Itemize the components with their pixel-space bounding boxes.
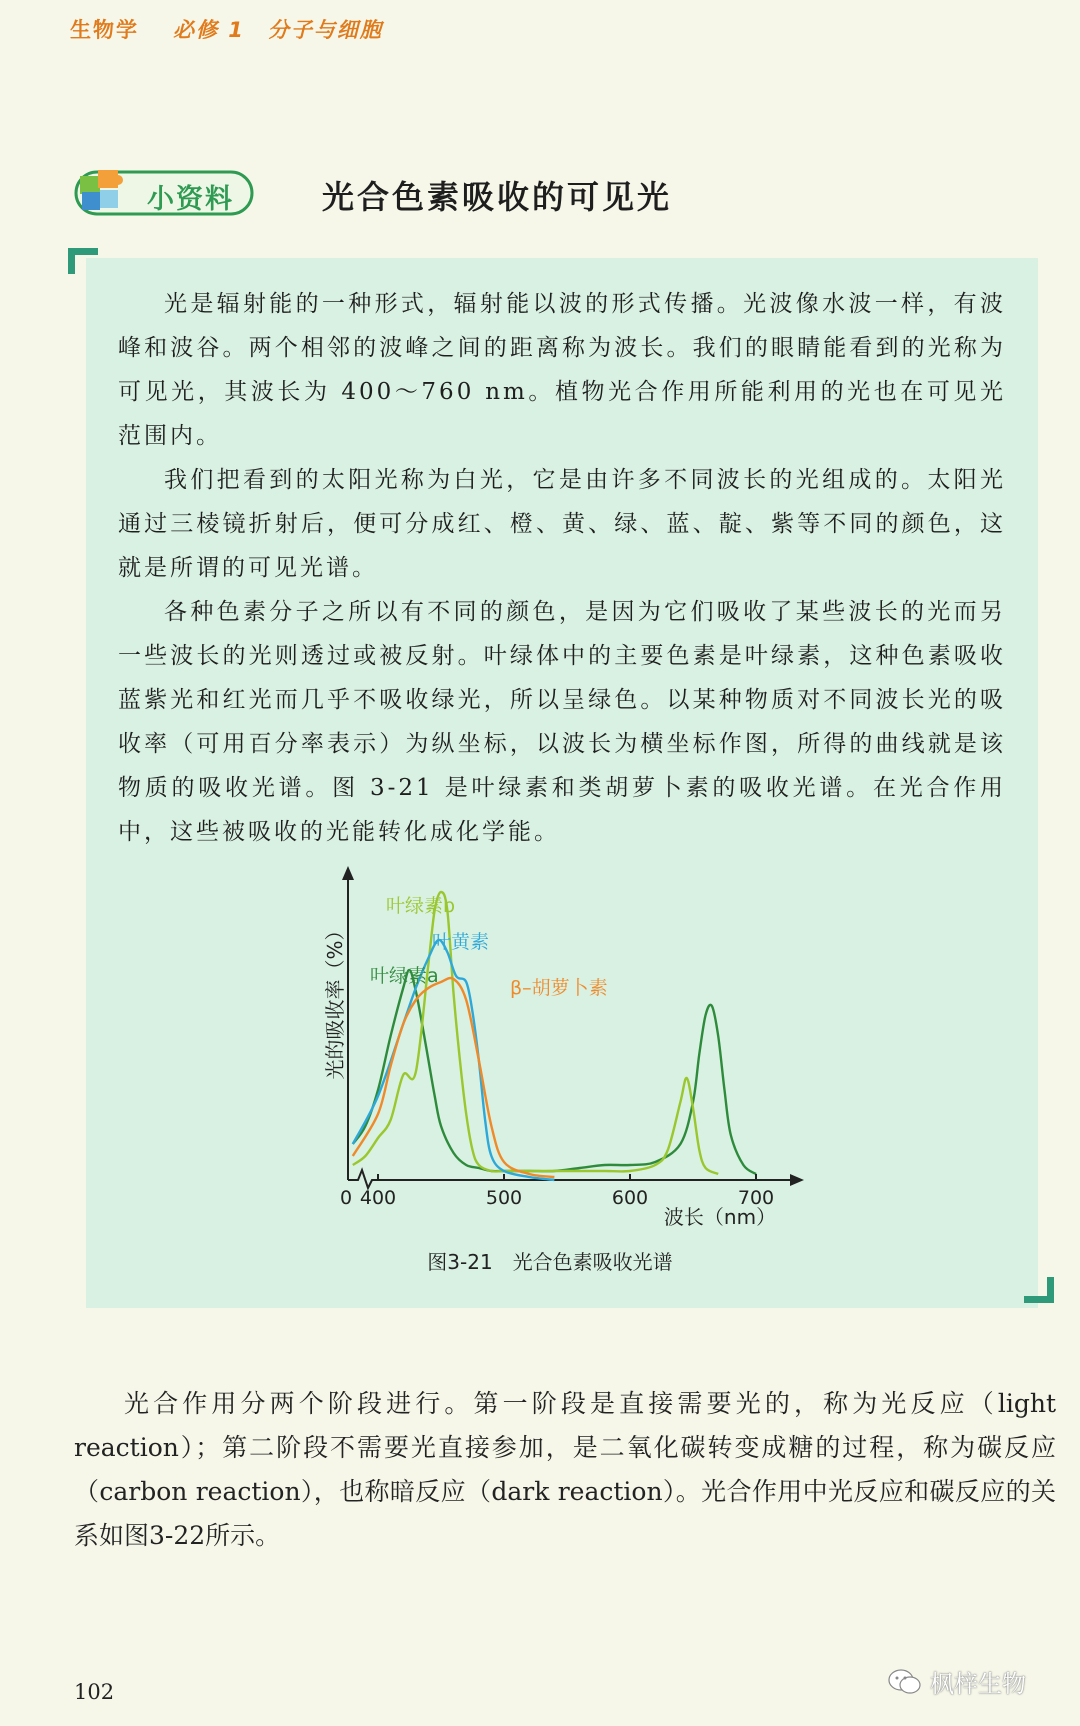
x-axis-arrow [790,1174,804,1186]
chart-y-label: 光的吸收率（%） [323,920,347,1080]
wechat-icon [888,1668,922,1696]
running-head-subject: 生物学 [70,18,139,42]
box-label: 小资料 [147,184,234,215]
x-tick-label: 0 [339,1187,353,1209]
figure-caption-text: 光合色素吸收光谱 [512,1250,673,1274]
series-line [353,892,718,1174]
box-title: 光合色素吸收的可见光 [322,178,673,216]
series-label: 叶黄素 [432,931,490,953]
page-number: 102 [74,1680,115,1704]
main-text [74,1382,1056,1558]
running-head-volume: 必修 1 分子与细胞 [173,18,383,42]
box-paragraph-1: 光是辐射能的一种形式，辐射能以波的形式传播。光波像水波一样，有波峰和波谷。两个相邻的波峰之间的距离称为波长。我们的眼睛能看到的光称为可见光，其波长为 400～760 nm。植物光合作用所能利用的光也在可见光范围内。 [118,291,1006,449]
x-tick-label: 700 [737,1187,775,1209]
watermark [888,1664,1026,1699]
x-tick-label: 400 [359,1187,397,1209]
series-label: 叶绿素b [386,895,456,917]
series-label: β–胡萝卜素 [510,977,608,999]
x-axis [348,1170,790,1188]
box-paragraph-3: 各种色素分子之所以有不同的颜色，是因为它们吸收了某些波长的光而另一些波长的光则透过或被反射。叶绿体中的主要色素是叶绿素，这种色素吸收蓝紫光和红光而几乎不吸收绿光，所以呈绿色。以某种物质对不同波长光的吸收率（可用百分率表示）为纵坐标，以波长为横坐标作图，所得的曲线就是该物质的吸收光谱。图 3-21 是叶绿素和类胡萝卜素的吸收光谱。在光合作用中，这些被吸收的光能转化成化学能。 [118,599,1006,845]
watermark-text: 枫梓生物 [930,1670,1026,1698]
box-paragraph-2: 我们把看到的太阳光称为白光，它是由许多不同波长的光组成的。太阳光通过三棱镜折射后，便可分成红、橙、黄、绿、蓝、靛、紫等不同的颜色，这就是所谓的可见光谱。 [118,467,1006,581]
figure-caption [300,1246,800,1275]
y-axis-arrow [342,866,354,880]
series-line [353,970,756,1174]
figure-number: 图3-21 [427,1250,493,1274]
x-tick-label: 600 [611,1187,649,1209]
series-label: 叶绿素a [370,965,439,987]
main-paragraph: 光合作用分两个阶段进行。第一阶段是直接需要光的，称为光反应（light reaction）；第二阶段不需要光直接参加，是二氧化碳转变成糖的过程，称为碳反应（carbon reaction），也称暗反应（dark reaction）。光合作用中光反应和碳反应的关系如图3-22所示。 [74,1389,1056,1550]
x-tick-label: 500 [485,1187,523,1209]
chart-x-label: 波长（nm） [663,1205,777,1229]
